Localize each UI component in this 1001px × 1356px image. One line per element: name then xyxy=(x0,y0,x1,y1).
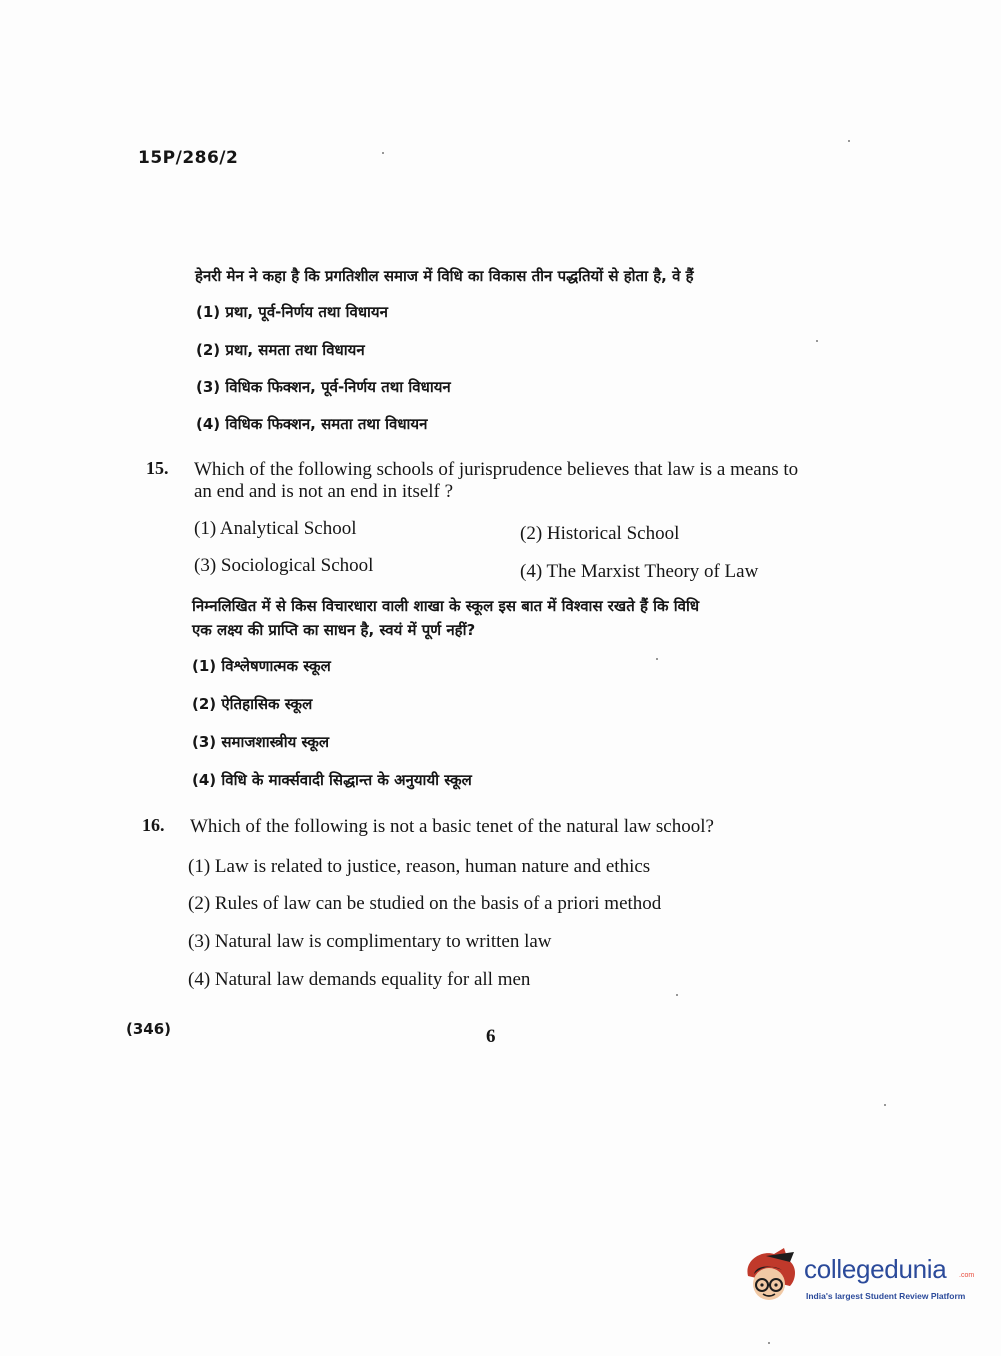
q15-hindi-stem-line-2: एक लक्ष्य की प्राप्ति का साधन है, स्वयं में पूर्ण नहीं? xyxy=(192,621,476,639)
q15-stem-line-1: Which of the following schools of jurisprudence believes that law is a means to xyxy=(194,459,799,480)
scan-speck xyxy=(884,1104,886,1106)
q15-hindi-option-1: (1) विश्लेषणात्मक स्कूल xyxy=(192,657,331,675)
mascot-icon xyxy=(742,1246,802,1308)
q15-option-4: (4) The Marxist Theory of Law xyxy=(520,561,759,582)
page-number: 6 xyxy=(486,1026,496,1047)
q15-option-2: (2) Historical School xyxy=(520,523,680,544)
q16-number: 16. xyxy=(142,815,165,835)
logo-tagline: India's largest Student Review Platform xyxy=(806,1291,966,1301)
q16-option-4: (4) Natural law demands equality for all men xyxy=(188,969,531,990)
q14-hindi-stem: हेनरी मेन ने कहा है कि प्रगतिशील समाज में विधि का विकास तीन पद्धतियों से होता है, वे हैं xyxy=(195,267,694,285)
q16-option-2: (2) Rules of law can be studied on the basis of a priori method xyxy=(188,893,662,914)
scan-speck xyxy=(848,140,850,142)
collegedunia-logo xyxy=(742,1246,975,1316)
q15-hindi-stem-line-1: निम्नलिखित में से किस विचारधारा वाली शाखा के स्कूल इस बात में विश्वास रखते हैं कि विधि xyxy=(192,597,700,615)
q14-hindi-option-4: (4) विधिक फिक्शन, समता तथा विधायन xyxy=(196,415,428,433)
q14-hindi-option-2: (2) प्रथा, समता तथा विधायन xyxy=(196,341,365,359)
q15-number: 15. xyxy=(146,458,169,478)
q15-hindi-option-3: (3) समाजशास्त्रीय स्कूल xyxy=(192,733,330,751)
scan-speck xyxy=(676,994,678,996)
q15-stem-line-2: an end and is not an end in itself ? xyxy=(194,481,454,502)
scan-speck xyxy=(768,1342,770,1344)
q14-hindi-option-1: (1) प्रथा, पूर्व-निर्णय तथा विधायन xyxy=(196,303,388,321)
q16-option-1: (1) Law is related to justice, reason, human nature and ethics xyxy=(188,856,651,877)
logo-domain-suffix: .com xyxy=(959,1272,975,1279)
paper-code: 15P/286/2 xyxy=(138,148,239,168)
footer-code: (346) xyxy=(126,1020,172,1038)
q16-option-3: (3) Natural law is complimentary to written law xyxy=(188,931,552,952)
q16-stem: Which of the following is not a basic tenet of the natural law school? xyxy=(190,816,714,837)
q15-hindi-option-4: (4) विधि के मार्क्सवादी सिद्धान्त के अनुयायी स्कूल xyxy=(192,771,472,789)
q15-option-1: (1) Analytical School xyxy=(194,518,357,539)
scan-speck xyxy=(816,340,818,342)
q15-option-3: (3) Sociological School xyxy=(194,555,374,576)
scan-speck xyxy=(382,152,384,154)
scan-speck xyxy=(656,658,658,660)
q14-hindi-option-3: (3) विधिक फिक्शन, पूर्व-निर्णय तथा विधायन xyxy=(196,378,451,396)
logo-wordmark: collegedunia xyxy=(804,1254,947,1284)
q15-hindi-option-2: (2) ऐतिहासिक स्कूल xyxy=(192,695,313,713)
